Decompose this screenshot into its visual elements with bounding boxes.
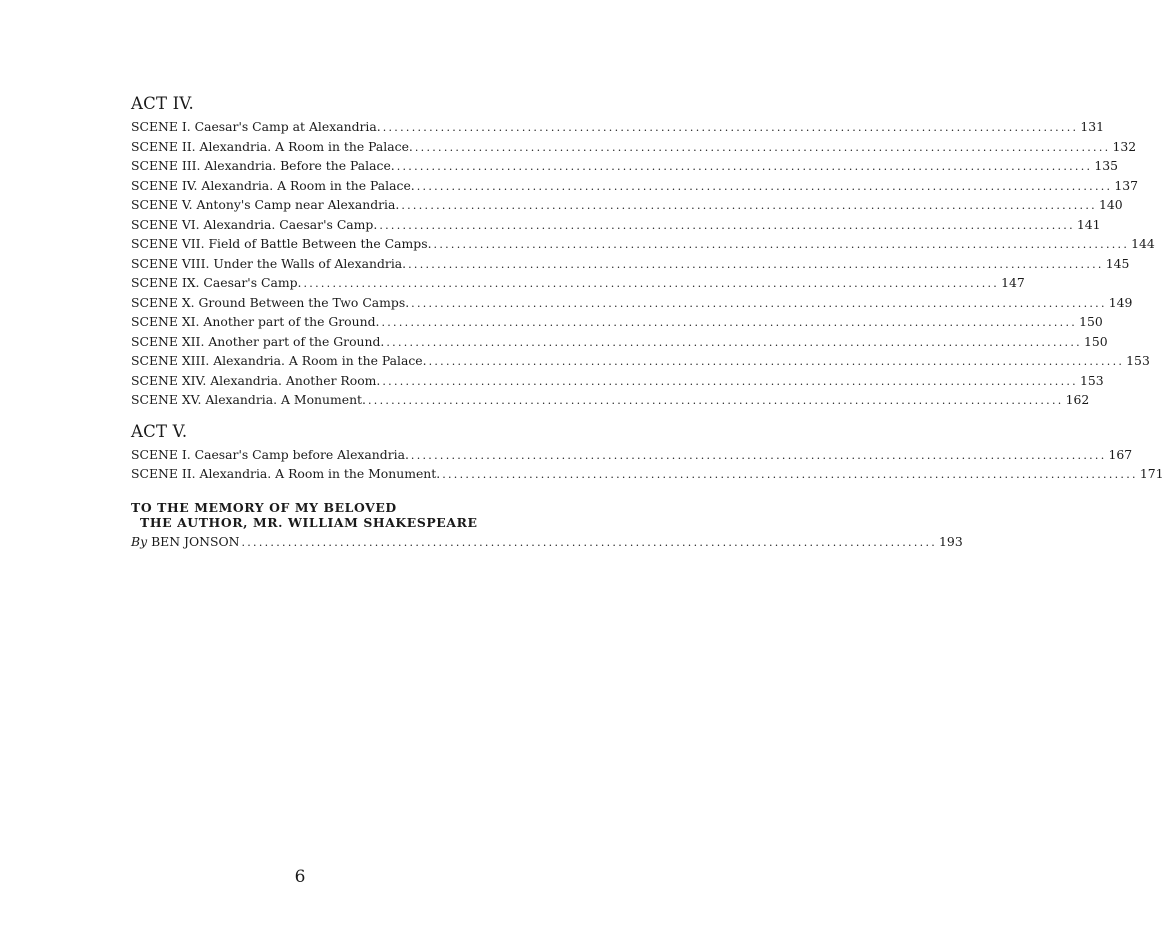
dot-leader [379, 216, 1075, 236]
dot-leader [408, 255, 1104, 275]
toc-entry-page: 193 [939, 533, 963, 549]
toc-entry[interactable] [131, 254, 1130, 274]
toc-entry-title: SCENE XI. Another part of the Ground. [131, 314, 380, 329]
dot-leader [417, 177, 1113, 197]
toc-entry-page: 135 [1094, 158, 1118, 173]
toc-entry-page: 167 [1108, 446, 1133, 462]
dot-leader [401, 196, 1097, 216]
toc-entry-page: 150 [1083, 333, 1108, 349]
toc-entry[interactable] [131, 390, 1090, 410]
toc-entry-page: 144 [1131, 236, 1155, 251]
dot-leader [415, 138, 1111, 158]
dot-leader [411, 446, 1107, 466]
toc-entry-title: SCENE I. Caesar's Camp at Alexandria. [131, 119, 381, 134]
toc-entry-title: SCENE X. Ground Between the Two Camps. [131, 294, 410, 310]
act-heading: ACT V. [131, 421, 188, 441]
toc-entry-title: SCENE XIII. Alexandria. A Room in the Palace. [131, 353, 427, 368]
toc-entry-page: 162 [1065, 392, 1090, 407]
toc-entry-page: 150 [1079, 314, 1103, 329]
author-name: BEN JONSON [151, 533, 240, 549]
toc-entry-title: SCENE II. Alexandria. A Room in the Palace. [131, 138, 413, 154]
dot-leader [381, 313, 1077, 333]
memory-heading-line-2: THE AUTHOR, MR. WILLIAM SHAKESPEARE [140, 514, 478, 530]
toc-entry[interactable] [131, 464, 1163, 484]
dot-leader [304, 274, 1000, 294]
toc-entry-page: 145 [1105, 255, 1130, 271]
toc-entry[interactable] [131, 176, 1138, 196]
dot-leader [434, 235, 1130, 255]
toc-entry-page: 140 [1098, 197, 1123, 212]
toc-entry-page: 149 [1108, 294, 1133, 310]
toc-entry-page: 153 [1126, 353, 1150, 368]
toc-entry[interactable] [131, 137, 1137, 157]
toc-entry[interactable] [131, 195, 1123, 215]
toc-entry[interactable] [131, 312, 1103, 332]
toc-entry[interactable] [131, 156, 1118, 176]
scene-list [131, 445, 1163, 484]
table-of-contents [131, 94, 1163, 551]
toc-entry-title: SCENE VII. Field of Battle Between the Camps. [131, 236, 432, 251]
toc-entry[interactable] [131, 445, 1133, 465]
dot-leader [241, 533, 937, 553]
toc-entry[interactable] [131, 293, 1133, 313]
dot-leader [386, 333, 1082, 353]
toc-entry-title: SCENE II. Alexandria. A Room in the Monument. [131, 466, 441, 481]
toc-entry-page: 141 [1076, 216, 1101, 232]
dot-leader [429, 352, 1125, 372]
dot-leader [442, 465, 1138, 485]
toc-entry[interactable] [131, 351, 1150, 371]
toc-entry-title: SCENE I. Caesar's Camp before Alexandria. [131, 446, 409, 462]
page-number: 6 [294, 867, 306, 887]
toc-entry-page: 137 [1114, 177, 1138, 193]
toc-entry[interactable] [131, 332, 1108, 352]
toc-entry-title: SCENE XV. Alexandria. A Monument. [131, 392, 366, 407]
toc-entry-title: SCENE III. Alexandria. Before the Palace. [131, 158, 395, 173]
toc-entry-page: 153 [1079, 372, 1104, 388]
toc-entry-title: SCENE V. Antony's Camp near Alexandria. [131, 197, 400, 212]
toc-entry-title: SCENE XII. Another part of the Ground. [131, 333, 385, 349]
toc-entry-ben-jonson[interactable] [131, 532, 963, 552]
toc-entry[interactable] [131, 215, 1101, 235]
act-iv-section [131, 94, 1155, 410]
toc-entry-title: SCENE IX. Caesar's Camp. [131, 275, 302, 290]
toc-entry-page: 132 [1112, 138, 1137, 154]
toc-entry-page: 171 [1139, 466, 1163, 481]
act-heading: ACT IV. [131, 94, 194, 113]
toc-entry-page: 147 [1001, 275, 1025, 290]
toc-entry-title: SCENE VIII. Under the Walls of Alexandria. [131, 255, 407, 271]
toc-entry[interactable] [131, 234, 1155, 254]
act-v-section [131, 421, 1163, 484]
toc-entry[interactable] [131, 117, 1104, 137]
dot-leader [383, 118, 1079, 138]
dot-leader [397, 157, 1093, 177]
toc-entry[interactable] [131, 371, 1104, 391]
scene-list [131, 117, 1155, 410]
toc-entry-page: 131 [1080, 119, 1104, 134]
dot-leader [382, 372, 1078, 392]
toc-entry-title [131, 532, 239, 552]
by-label: By [131, 533, 148, 549]
toc-entry-title: SCENE VI. Alexandria. Caesar's Camp. [131, 216, 378, 232]
memory-section [131, 499, 963, 552]
toc-entry-title: SCENE IV. Alexandria. A Room in the Palace. [131, 177, 415, 193]
toc-entry[interactable] [131, 273, 1025, 293]
dot-leader [411, 294, 1107, 314]
memory-heading-line-1: TO THE MEMORY OF MY BELOVED [131, 499, 397, 515]
toc-entry-title: SCENE XIV. Alexandria. Another Room. [131, 372, 381, 388]
dot-leader [368, 391, 1064, 411]
